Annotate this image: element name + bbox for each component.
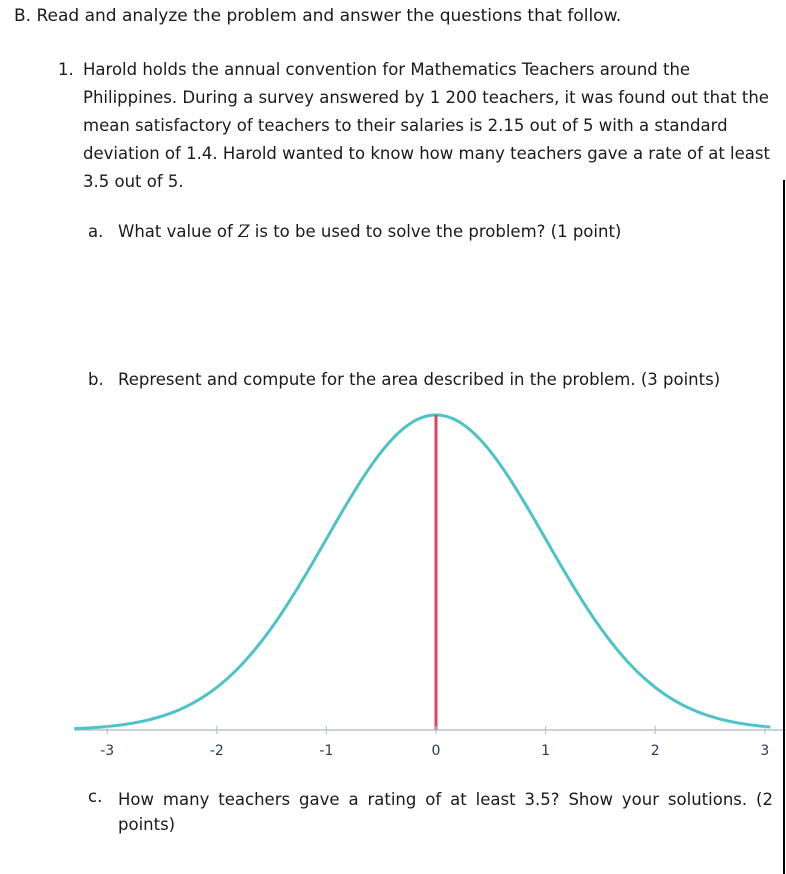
question-b-label: b.	[88, 370, 104, 389]
x-tick-label: 3	[760, 743, 770, 759]
x-tick-label: 0	[431, 743, 441, 759]
right-border-line	[783, 180, 785, 874]
problem-line-2: Philippines. During a survey answered by 1 200 teachers, it was found out that the	[83, 88, 769, 107]
question-b-text: Represent and compute for the area described in the problem. (3 points)	[118, 370, 721, 389]
question-a-text	[118, 222, 621, 242]
problem-line-1: Harold holds the annual convention for Mathematics Teachers around the	[83, 60, 691, 79]
normal-curve	[74, 415, 770, 729]
question-c-label: c.	[88, 787, 103, 806]
question-c-text: How many teachers gave a rating of at least 3.5? Show your solutions. (2 points)	[118, 790, 773, 834]
x-tick-label: -2	[209, 743, 224, 759]
x-tick-label: -3	[100, 743, 115, 759]
problem-line-4: deviation of 1.4. Harold wanted to know how many teachers gave a rate of at least	[83, 144, 770, 163]
x-tick-label: -1	[319, 743, 334, 759]
problem-line-5: 3.5 out of 5.	[83, 172, 184, 191]
normal-curve-chart	[0, 400, 786, 780]
x-tick-label: 1	[541, 743, 551, 759]
z-variable: Z	[238, 222, 250, 241]
section-heading: B. Read and analyze the problem and answer the questions that follow.	[14, 6, 622, 26]
problem-number: 1.	[58, 60, 74, 79]
x-tick-label: 2	[650, 743, 660, 759]
question-a-label: a.	[88, 222, 104, 241]
question-a-text-before: What value of	[118, 222, 239, 241]
question-a-text-after: is to be used to solve the problem? (1 point)	[249, 222, 622, 241]
problem-line-3: mean satisfactory of teachers to their salaries is 2.15 out of 5 with a standard	[83, 116, 728, 135]
